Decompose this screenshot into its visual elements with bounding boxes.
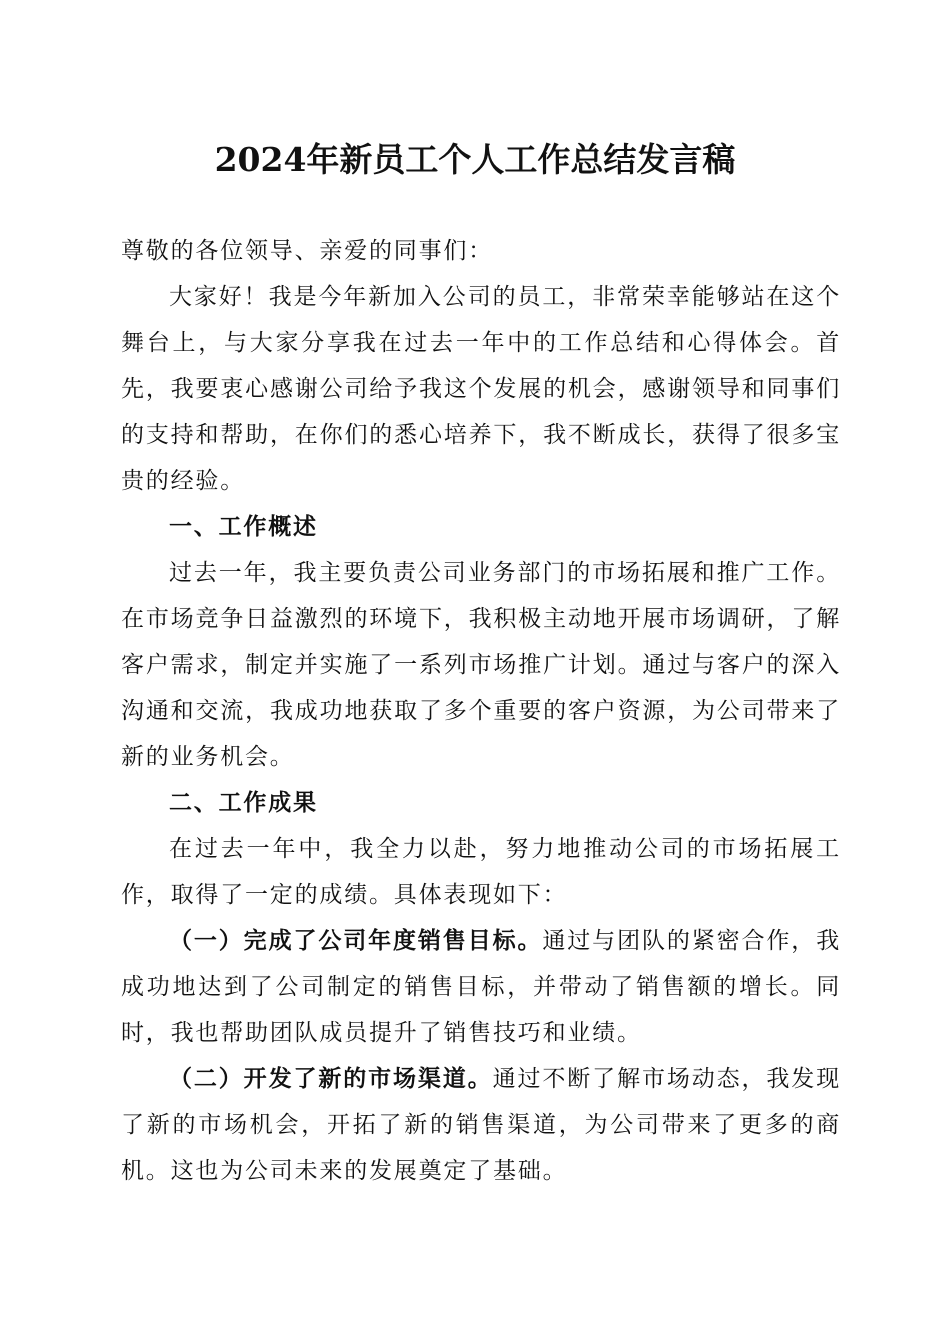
result-item-text: 通过不断了解市场动态，我发现了新的市场机会，开拓了新的销售渠道，为公司带来了更多的商机。这也为公司未来的发展奠定了基础。 bbox=[121, 1066, 842, 1184]
document-title: 2024年新员工个人工作总结发言稿 bbox=[214, 140, 736, 179]
section-heading-work-overview: 一、工作概述 bbox=[169, 514, 318, 540]
result-item-new-channels bbox=[121, 1056, 841, 1194]
section-heading-work-results: 二、工作成果 bbox=[169, 790, 318, 816]
work-overview-paragraph: 过去一年，我主要负责公司业务部门的市场拓展和推广工作。在市场竞争日益激烈的环境下，我积极主动地开展市场调研，了解客户需求，制定并实施了一系列市场推广计划。通过与客户的深入沟通和交流，我成功地获取了多个重要的客户资源，为公司带来了新的业务机会。 bbox=[121, 560, 841, 770]
salutation: 尊敬的各位领导、亲爱的同事们： bbox=[121, 238, 493, 264]
result-item-sales-target bbox=[121, 918, 841, 1056]
result-item-text: 通过与团队的紧密合作，我成功地达到了公司制定的销售目标，并带动了销售额的增长。同时，我也帮助团队成员提升了销售技巧和业绩。 bbox=[121, 928, 842, 1046]
intro-paragraph: 大家好！我是今年新加入公司的员工，非常荣幸能够站在这个舞台上，与大家分享我在过去一年中的工作总结和心得体会。首先，我要衷心感谢公司给予我这个发展的机会，感谢领导和同事们的支持和帮助，在你们的悉心培养下，我不断成长，获得了很多宝贵的经验。 bbox=[121, 284, 841, 494]
result-item-lead: （一）完成了公司年度销售目标。 bbox=[169, 927, 543, 954]
result-item-lead: （二）开发了新的市场渠道。 bbox=[169, 1065, 493, 1092]
document-body bbox=[121, 228, 841, 1194]
work-results-paragraph: 在过去一年中，我全力以赴，努力地推动公司的市场拓展工作，取得了一定的成绩。具体表现如下： bbox=[121, 836, 841, 908]
